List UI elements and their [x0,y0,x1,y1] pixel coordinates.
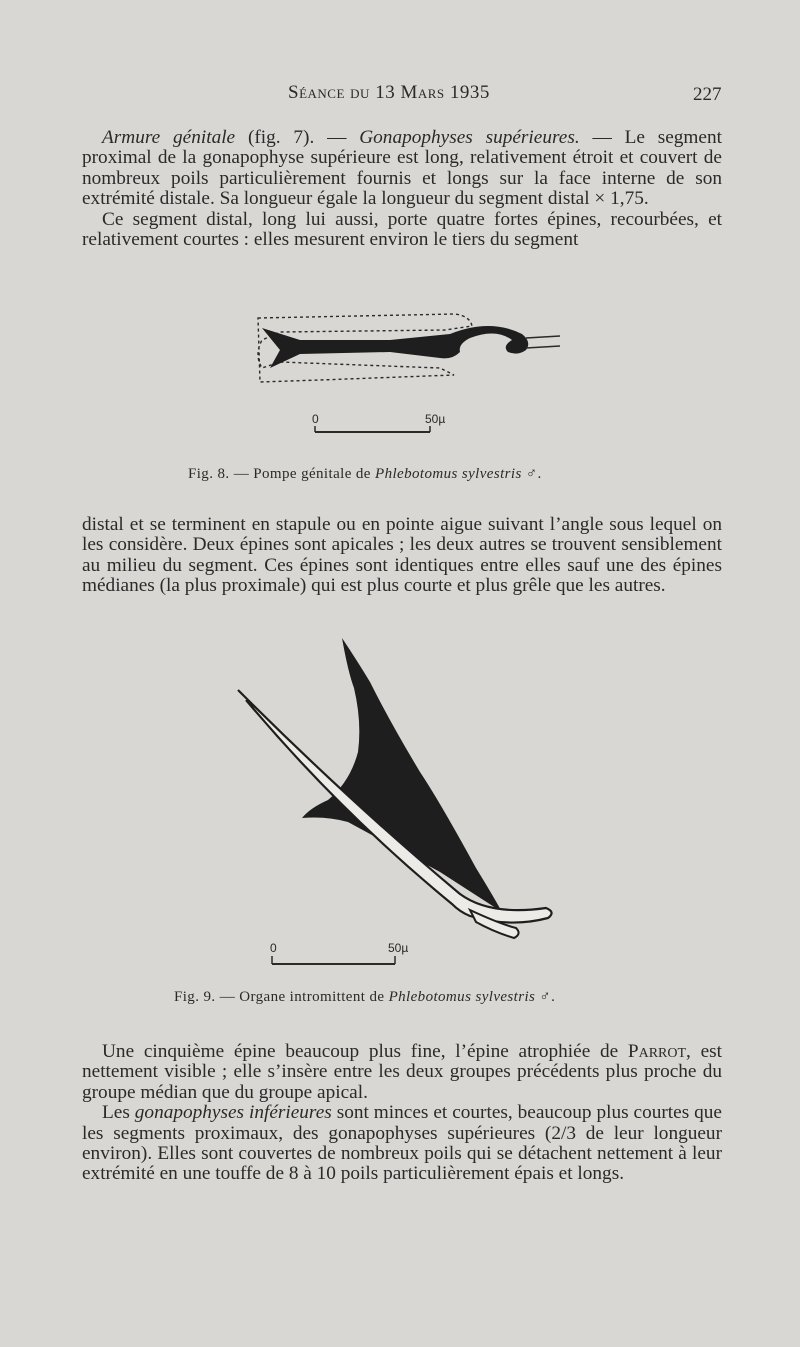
running-title [288,82,490,104]
paragraph-cinquieme-end: , est nettement visible ; elle s’insère entre les deux groupes précédents plus proche du groupe médian que du groupe apical. [82,1041,722,1103]
fig9-scale-value: 50µ [388,941,409,955]
running-title-prefix: Séance du [288,82,376,103]
paragraph-armure-body: — Le segment proximal de la gonapophyse supérieure est long, relativement étroit et couvert de nombreux poils particulièrement fournis et longs sur la face interne de son extrémité distale. Sa longueur égale la longueur du segment distal × 1,75. [82,127,722,210]
heading-armure-genitale: Armure génitale [102,127,236,148]
heading-gonapophyses-superieures: Gonapophyses supérieures. [359,127,580,148]
fig9-dark-organ [302,638,502,912]
fig8-scale-value: 50µ [425,412,446,426]
heading-gonapophyses-inferieures: gonapophyses inférieures [134,1102,332,1124]
figure-9-organe-intromittent [230,632,570,977]
paragraph-epines: distal et se terminent en stapule ou en pointe aigue suivant l’angle sous lequel on les considère. Deux épines sont apicales ; les deux autres se trouvent sensiblement au milieu du segment. Ces épines sont identiques entre elles sauf une des épines médianes (la plus proximale) qui est plus courte et plus grêle que les autres. [82,514,722,597]
running-title-date: 13 Mars 1935 [375,82,490,103]
fig9-scale-zero: 0 [270,941,277,955]
paragraph-cinquieme-epine [82,1042,722,1103]
paragraph-armure [82,128,722,210]
paragraph-inferieures-start: Les [102,1102,135,1124]
fig9-caption-species: Phlebotomus sylvestris [388,989,536,1005]
text-block-middle [82,515,722,597]
figure-9-caption [174,989,555,1006]
fig8-scale-zero: 0 [312,412,319,426]
figure-8-pompe-genitale [240,300,580,450]
fig9-caption-suffix: ♂. [535,989,556,1005]
running-head [0,82,800,112]
fig8-tube-lower [526,346,560,348]
text-block-bottom [82,1042,722,1185]
page-number: 227 [693,84,722,105]
text-block-top [82,128,722,250]
fig8-tube-upper [526,336,560,338]
paragraph-inferieures-end: sont minces et courtes, beaucoup plus courtes que les segments proximaux, des gonapophyses supérieures (2/3 de leur longueur environ). Elles sont couvertes de nombreux poils qui se détachent nettement à leur extrémité en une touffe de 8 à 10 poils particulièrement épais et longs. [82,1102,722,1185]
fig8-caption-prefix: Fig. 8. — Pompe génitale de [188,466,376,482]
fig8-pump-body [262,326,528,368]
fig9-caption-prefix: Fig. 9. — Organe intromittent de [174,989,389,1005]
fig8-caption-suffix: ♂. [521,466,542,482]
paragraph-gonapophyses-inferieures [82,1103,722,1185]
figure-8-caption [188,466,542,483]
fig8-caption-species: Phlebotomus sylvestris [375,466,522,482]
fig-reference: (fig. 7). — [235,127,360,148]
author-parrot: Parrot [627,1041,687,1062]
paragraph-cinquieme-start: Une cinquième épine beaucoup plus fine, l’épine atrophiée de [102,1041,628,1062]
paragraph-segment-distal: Ce segment distal, long lui aussi, porte quatre fortes épines, recourbées, et relativement courtes : elles mesurent environ le tiers du segment [82,208,722,251]
